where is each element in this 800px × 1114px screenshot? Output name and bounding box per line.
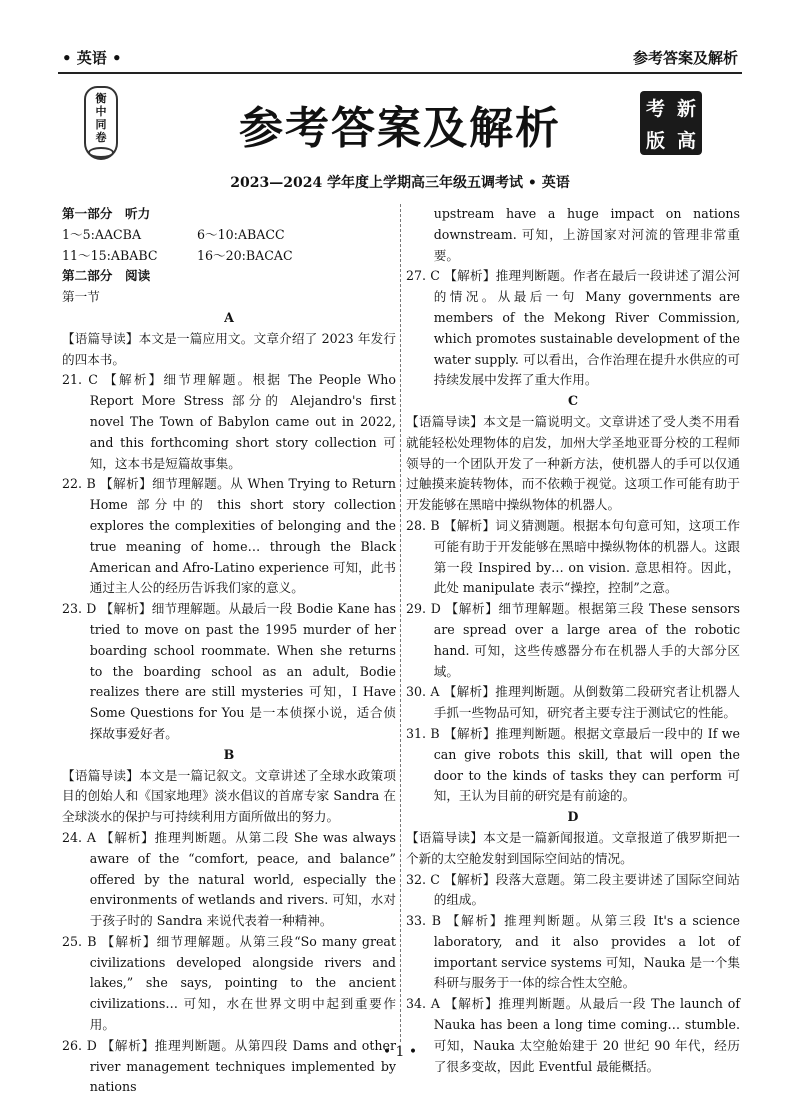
- swirl-icon: [88, 147, 114, 158]
- new-gaokao-stamp-logo: 考 新 版 高: [640, 91, 702, 155]
- answer-26: 26. D 【解析】推理判断题。从第四段 Dams and other river management techniques implemented by nations: [62, 1037, 396, 1095]
- right-column: [406, 204, 740, 1077]
- answer-30: 30. A 【解析】推理判断题。从倒数第二段研究者让机器人手抓一些物品可知，研究者主要专注于测试它的性能。: [406, 684, 740, 721]
- page-header: [62, 44, 738, 70]
- passage-b-heading: B: [223, 746, 235, 762]
- part1-heading: 第一部分 听力: [62, 206, 151, 221]
- answer-cell: 16～20:BACAC: [197, 247, 293, 263]
- subject-label: • 英语 •: [62, 48, 122, 67]
- passage-a-intro: 【语篇导读】本文是一篇应用文。文章介绍了 2023 年发行的四本书。: [62, 330, 396, 367]
- answer-22: 22. B 【解析】细节理解题。从 When Trying to Return Home 部分中的 this short story collection explores the complexities of belonging and the true meaning of home… through the Black American and Afro-Latino experience 可知，此书通过主人公的经历告诉我们家的意义。: [62, 476, 396, 596]
- passage-c-heading: C: [567, 393, 579, 409]
- header-rule: [58, 72, 742, 74]
- answer-row: [62, 225, 396, 246]
- passage-a-heading: A: [224, 309, 234, 325]
- left-column: [62, 204, 396, 1098]
- answer-row: [62, 246, 396, 267]
- answer-32: 32. C 【解析】段落大意题。第二段主要讲述了国际空间站的组成。: [406, 871, 740, 908]
- hengzhong-seal-logo: 衡 中 同 卷: [84, 86, 118, 160]
- exam-title: 2023—2024 学年度上学期高三年级五调考试 • 英语: [230, 175, 570, 191]
- page-number: • 1 •: [382, 1044, 418, 1060]
- section1-heading: 第一节: [62, 289, 100, 305]
- answer-24: 24. A 【解析】推理判断题。从第二段 She was always aware of the “comfort, peace, and balance” offered by the natural world, especially the environments of wetlands and rivers. 可知，水对于孩子时的 Sandra 来说代表着一种精神。: [62, 829, 396, 929]
- answer-27: 27. C 【解析】推理判断题。作者在最后一段讲述了湄公河的情况。从最后一句 Many governments are members of the Mekong River Commission, which promotes sustainable development of the water supply. 可以看出，合作治理在提升水供应的可持续发展中发挥了重大作用。: [406, 268, 740, 388]
- answer-33: 33. B 【解析】推理判断题。从第三段 It's a science laboratory, and it also provides a lot of important service systems 可知，Nauka 是一个集科研与服务于一体的综合性太空舱。: [406, 913, 740, 991]
- answer-31: 31. B 【解析】推理判断题。根据文章最后一段中的 If we can give robots this skill, that will open the door to the kinds of tasks they can perform 可知，王认为目前的研究是有前途的。: [406, 725, 740, 804]
- banner-title: 参考答案及解析: [239, 103, 561, 154]
- answer-23: 23. D 【解析】细节理解题。从最后一段 Bodie Kane has tried to move on past the 1995 murder of her boarding school roommate. When she returns to the boarding school as an adult, Bodie realizes there are still mysteries 可知，I Have Some Questions for You 是一本侦探小说，适合侦探故事爱好者。: [62, 601, 396, 741]
- answer-26-continued: upstream have a huge impact on nations downstream. 可知，上游国家对河流的管理非常重要。: [433, 206, 740, 263]
- header-right-title: 参考答案及解析: [632, 48, 738, 67]
- answer-cell: 11～15:ABABC: [62, 247, 158, 263]
- passage-c-intro: 【语篇导读】本文是一篇说明文。文章讲述了受人类不用看就能轻松处理物体的启发，加州大学圣地亚哥分校的工程师领导的一个团队开发了一种新方法，使机器人的手可以仅通过触摸来旋转物体，而不依赖于视觉。这项工作可能有助于开发能够在黑暗中操纵物体的机器人。: [406, 413, 740, 513]
- part2-heading: 第二部分 阅读: [62, 268, 151, 284]
- answer-cell: 1～5:AACBA: [62, 226, 142, 242]
- answer-34: 34. A 【解析】推理判断题。从最后一段 The launch of Nauka has been a long time coming… stumble. 可知，Nauka 太空舱始建于 20 世纪 90 年代，经历了很多变故，因此 Eventful 最能概括。: [406, 996, 740, 1074]
- column-divider: [400, 204, 401, 1042]
- passage-b-intro: 【语篇导读】本文是一篇记叙文。文章讲述了全球水政策项目的创始人和《国家地理》淡水倡议的首席专家 Sandra 在全球淡水的保护与可持续利用方面所做出的努力。: [62, 767, 396, 825]
- passage-d-intro: 【语篇导读】本文是一篇新闻报道。文章报道了俄罗斯把一个新的太空舱发射到国际空间站的情况。: [406, 829, 740, 866]
- answer-cell: 6～10:ABACC: [197, 226, 285, 242]
- answer-28: 28. B 【解析】词义猜测题。根据本句句意可知，这项工作可能有助于开发能够在黑暗中操纵物体的机器人。这跟第一段 Inspired by… on vision. 意思相符。因此，此处 manipulate 表示“操控，控制”之意。: [406, 517, 740, 596]
- answer-25: 25. B 【解析】细节理解题。从第三段“So many great civilizations developed alongside rivers and lakes,” she says, pointing to the ancient civilizations… 可知，水在世界文明中起到重要作用。: [62, 933, 396, 1033]
- answer-21: 21. C 【解析】细节理解题。根据 The People Who Report More Stress 部分的 Alejandro's first novel The Town of Babylon came out in 2022, and this forthcoming short story collection 可知，这本书是短篇故事集。: [62, 372, 396, 471]
- passage-d-heading: D: [567, 809, 579, 825]
- answer-29: 29. D 【解析】细节理解题。根据第三段 These sensors are spread over a large area of the robotic hand. 可知，这些传感器分布在机器人手的大部分区域。: [406, 601, 740, 679]
